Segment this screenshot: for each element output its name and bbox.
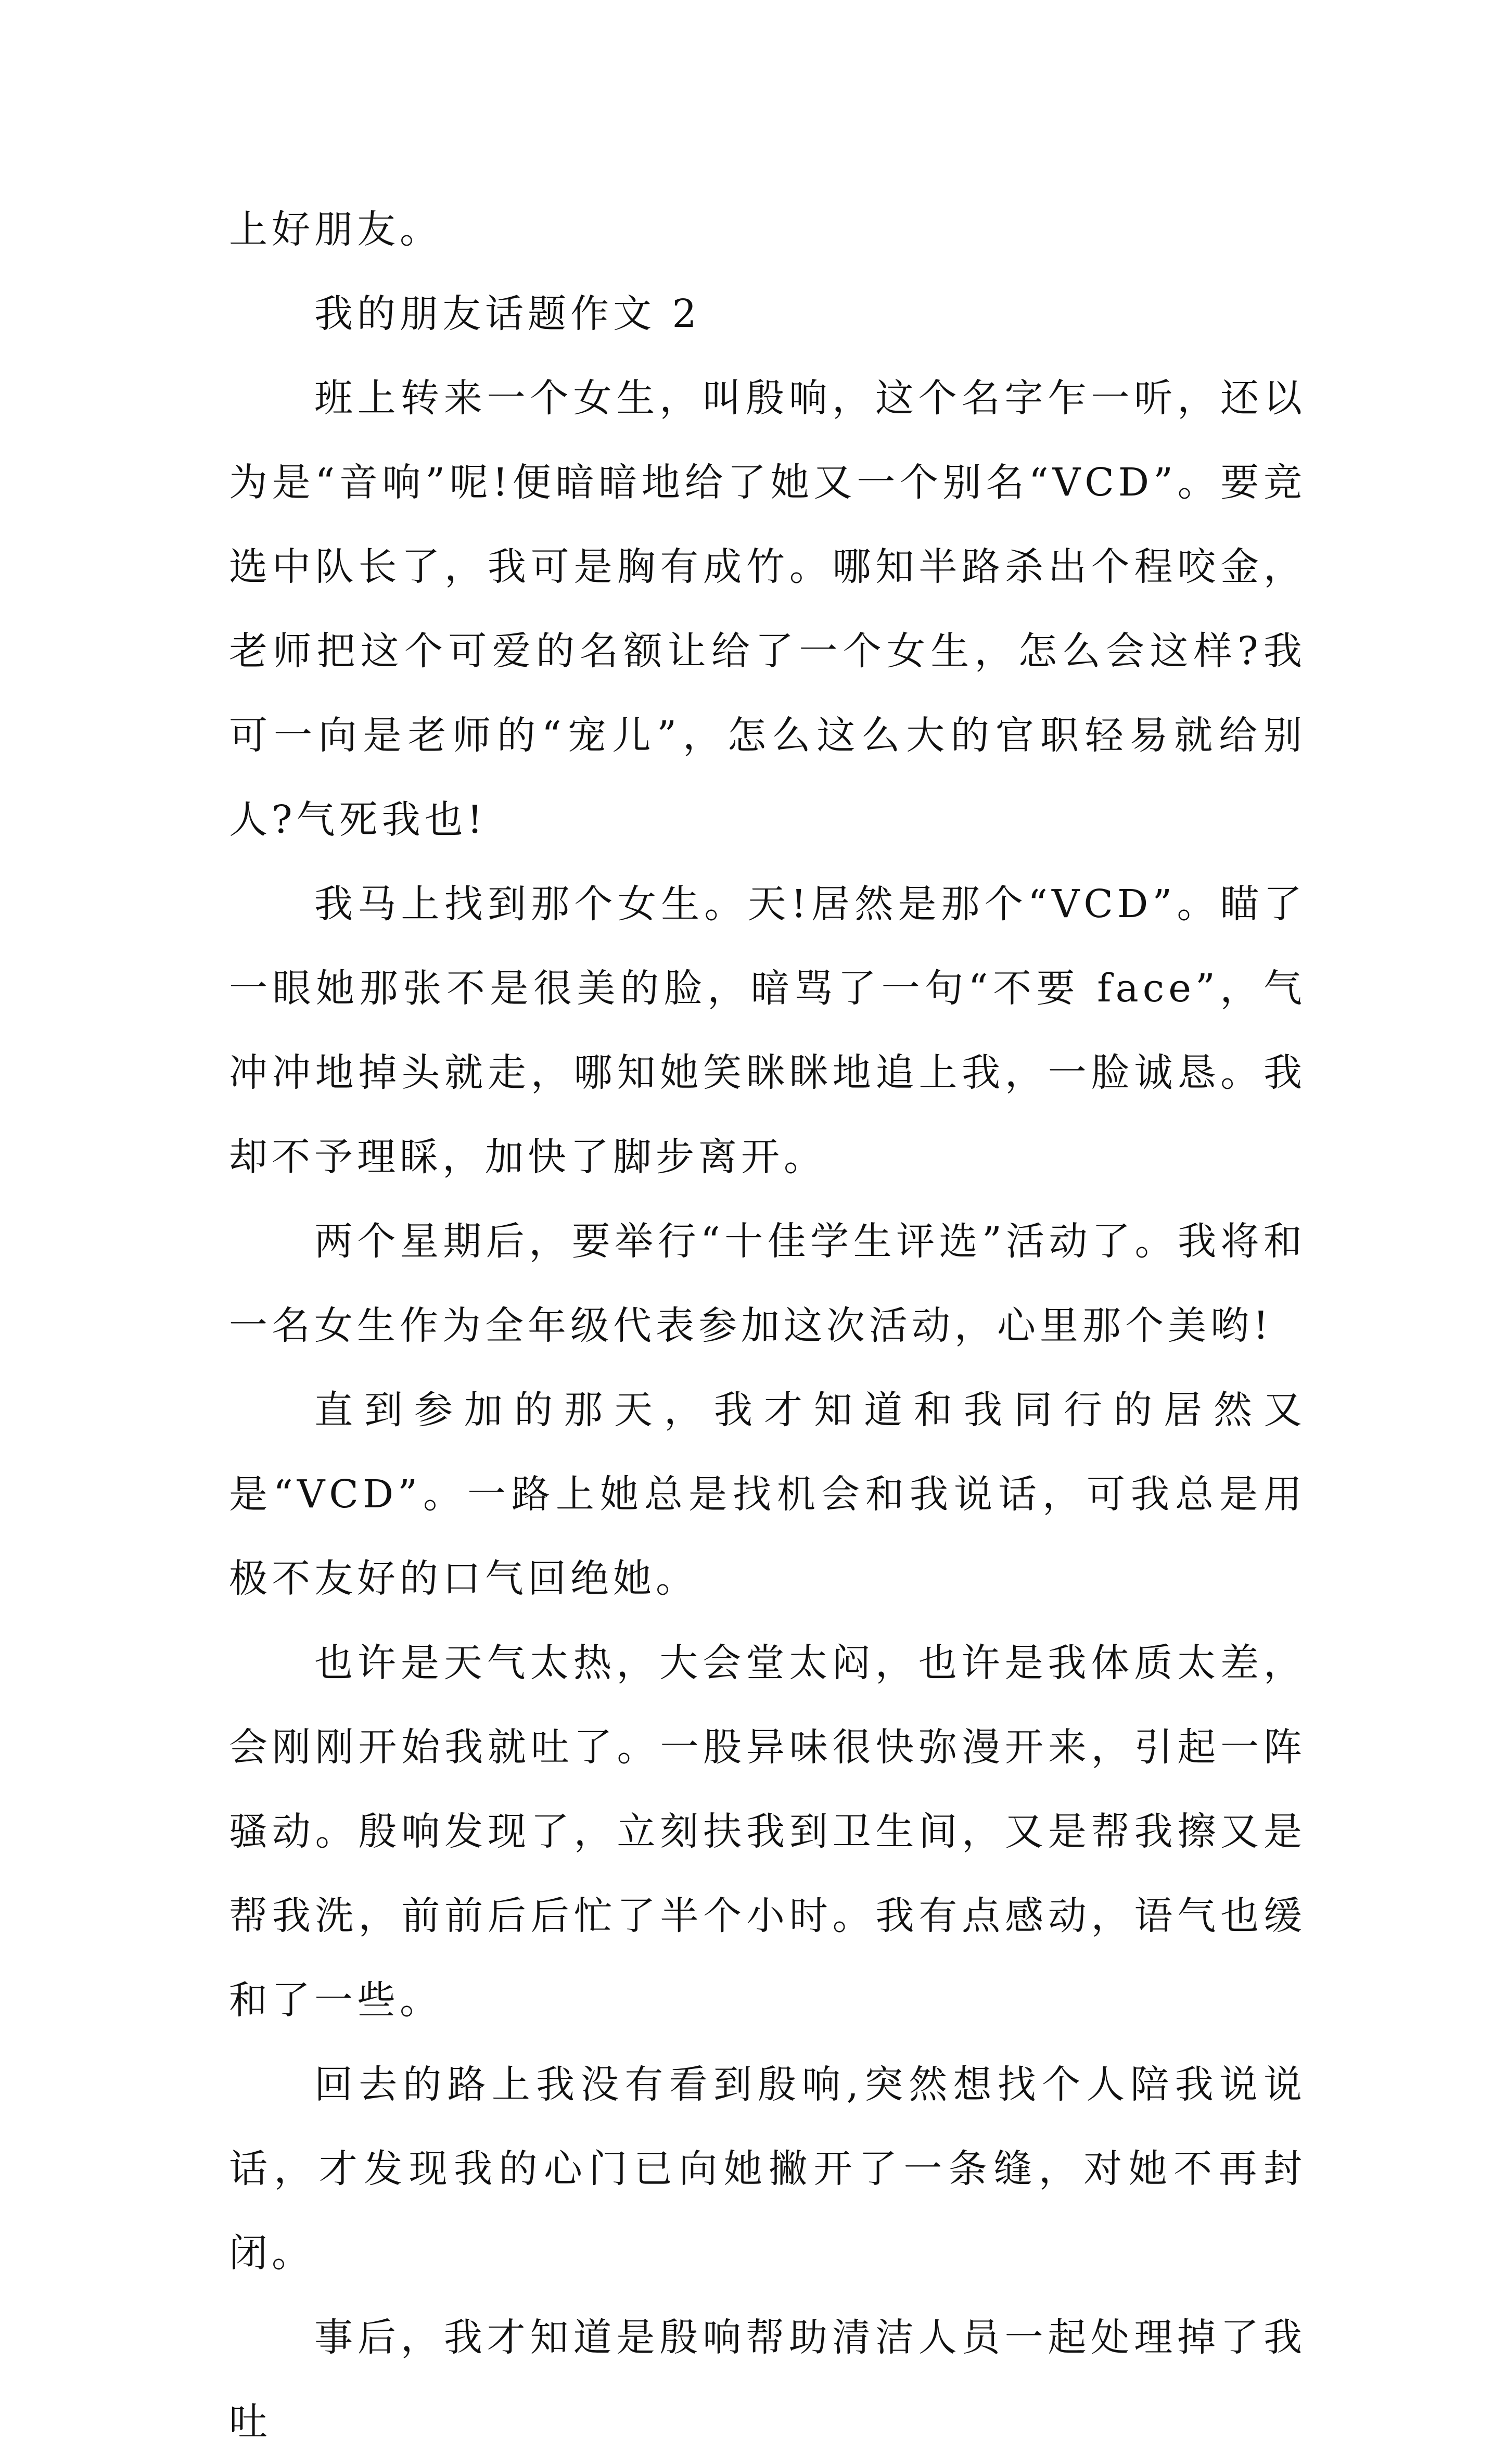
paragraph-5: 也许是天气太热，大会堂太闷，也许是我体质太差，会刚刚开始我就吐了。一股异味很快弥漫开来，引起一阵骚动。殷响发现了，立刻扶我到卫生间，又是帮我擦又是帮我洗，前前后后忙了半个小时。我有点感动，语气也缓和了一些。 — [229, 1641, 1306, 2023]
paragraph-6: 回去的路上我没有看到殷响,突然想找个人陪我说说话，才发现我的心门已向她撇开了一条缝，对她不再封闭。 — [229, 2062, 1306, 2276]
paragraph-7: 事后，我才知道是殷响帮助清洁人员一起处理掉了我吐 — [229, 2315, 1306, 2444]
lead-fragment: 上好朋友。 — [229, 207, 442, 252]
paragraph-2: 我马上找到那个女生。天!居然是那个“VCD”。瞄了一眼她那张不是很美的脸，暗骂了一句“不要 face”，气冲冲地掉头就走，哪知她笑眯眯地追上我，一脸诚恳。我却不予理睬，加快了脚步离开。 — [229, 882, 1306, 1179]
paragraph-4: 直到参加的那天，我才知道和我同行的居然又是“VCD”。一路上她总是找机会和我说话，可我总是用极不友好的口气回绝她。 — [229, 1388, 1306, 1601]
paragraph-1: 班上转来一个女生，叫殷响，这个名字乍一听，还以为是“音响”呢!便暗暗地给了她又一个别名“VCD”。要竞选中队长了，我可是胸有成竹。哪知半路杀出个程咬金，老师把这个可爱的名额让给了一个女生，怎么会这样?我可一向是老师的“宠儿”，怎么这么大的官职轻易就给别人?气死我也! — [229, 376, 1306, 842]
section-title: 我的朋友话题作文 2 — [314, 291, 701, 336]
document-body — [229, 187, 1306, 2464]
paragraph-3: 两个星期后，要举行“十佳学生评选”活动了。我将和一名女生作为全年级代表参加这次活动，心里那个美哟! — [229, 1219, 1306, 1348]
